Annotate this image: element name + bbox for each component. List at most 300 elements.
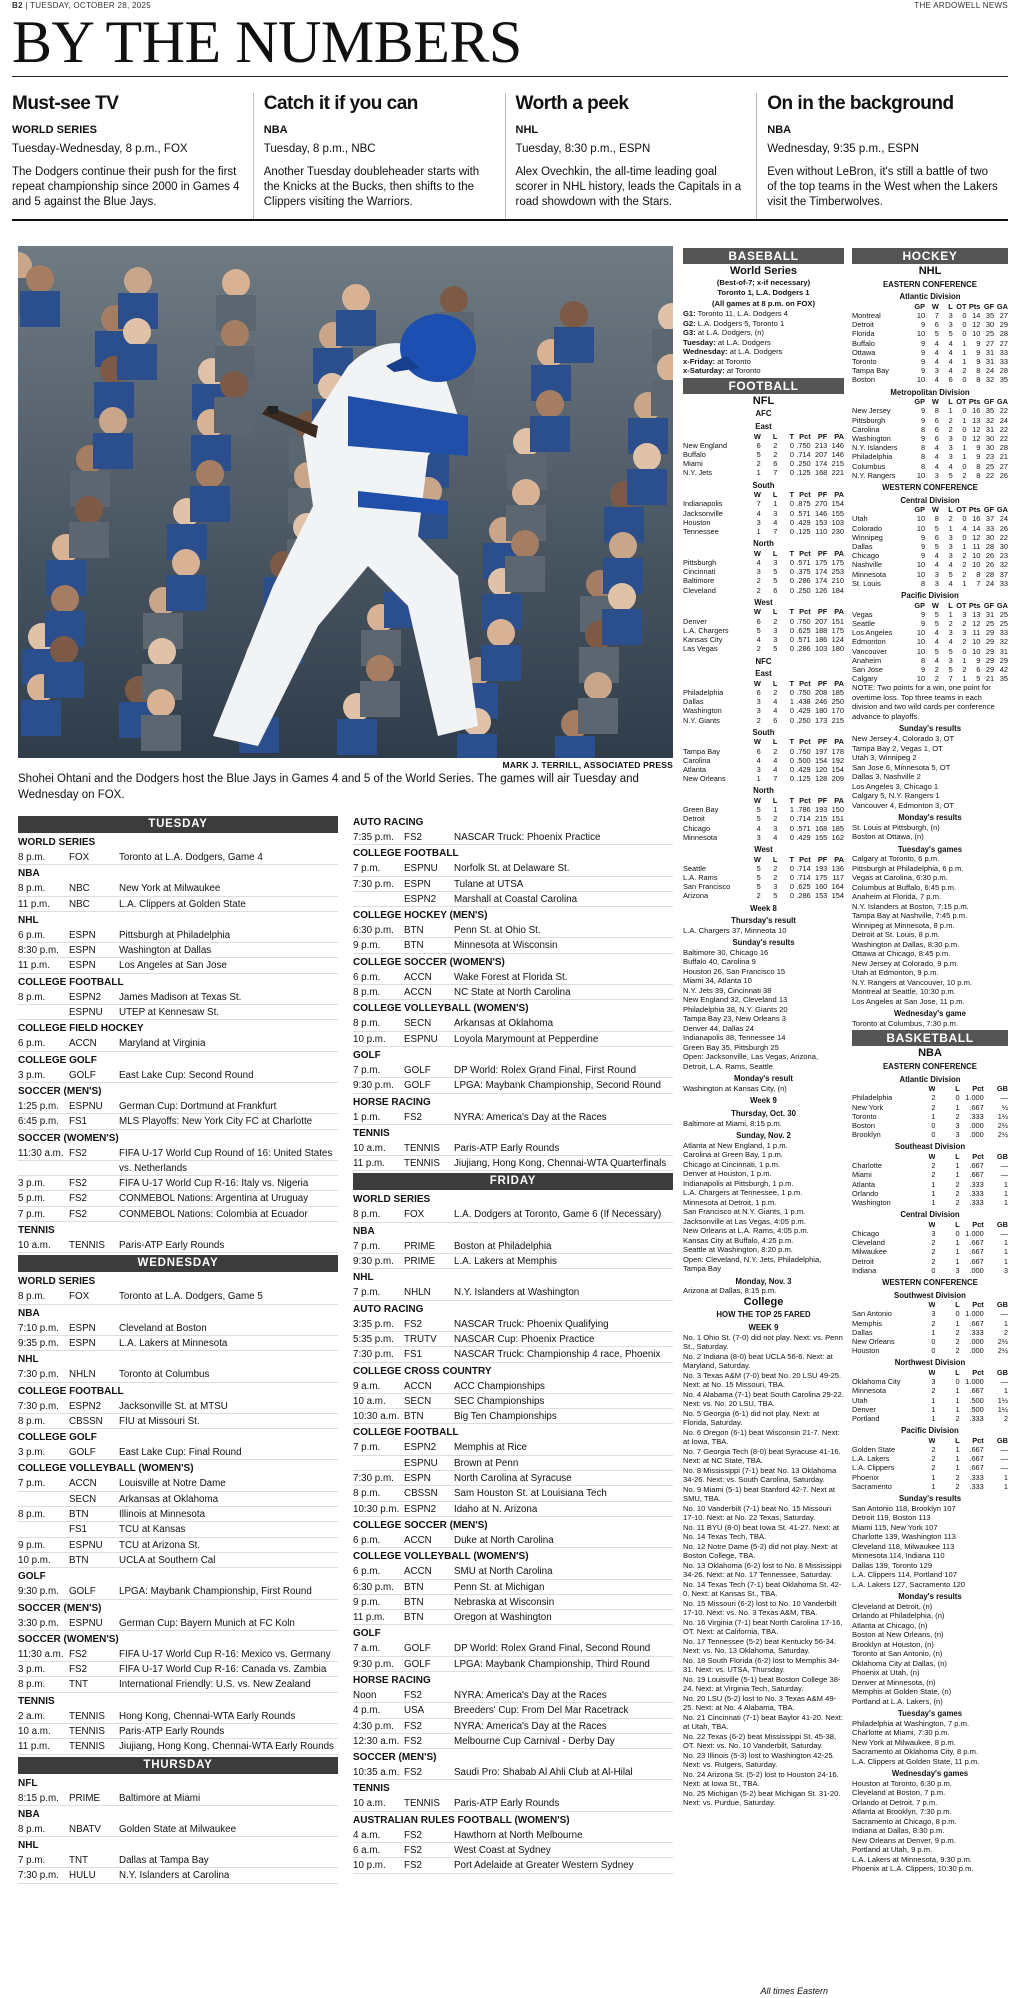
standings-row (683, 558, 844, 567)
standings-cell: .250 (796, 715, 811, 725)
standings-cell: .571 (796, 558, 811, 568)
standings-cell: 32 (985, 375, 995, 385)
standings-cell: 215 (814, 814, 828, 824)
schedule-time: 4 a.m. (353, 1829, 381, 1841)
standings-cell: 170 (831, 706, 844, 716)
standings-cell: Denver (683, 616, 707, 626)
col-header (683, 737, 744, 746)
col-header (852, 1436, 911, 1445)
standings-cell: Portland (852, 1413, 880, 1423)
game-result: at L.A. Dodgers (729, 347, 783, 357)
tv-pick-headline: Must-see TV (12, 93, 119, 114)
standings-cell: 1 (1003, 1256, 1008, 1266)
schedule-network: NBATV (69, 1823, 101, 1835)
standings-cell: 1 (1003, 1386, 1008, 1396)
standings-cell: 1 (962, 347, 967, 357)
sport-heading: TENNIS (18, 1695, 55, 1707)
standings-cell: 4 (948, 338, 953, 348)
standings-cell: 175 (814, 872, 828, 882)
standings-row (683, 450, 844, 459)
standings-cell: 0 (789, 755, 795, 765)
standings-cell: 175 (831, 558, 844, 568)
standings-cell: 0 (962, 646, 967, 656)
standings-cell: Sacramento (852, 1481, 892, 1491)
nfl-standings-table (683, 855, 844, 901)
schedule-network: ESPNU (404, 1033, 438, 1045)
standings-cell: 9 (920, 320, 926, 330)
sport-heading: COLLEGE FIELD HOCKEY (18, 1023, 144, 1035)
col-header: PF (817, 431, 828, 441)
schedule-time: 9:35 p.m. (18, 1337, 59, 1349)
open-teams: Open: Jacksonville, Las Vegas, Arizona, Detroit, L.A. Rams, Seattle (683, 1052, 819, 1071)
col-header: Pct (799, 490, 811, 500)
standings-row (683, 509, 844, 518)
col-header: Pct (799, 548, 811, 558)
standings-cell: 0 (962, 310, 967, 320)
result-line: Minnesota 114, Indiana 110 (852, 1551, 945, 1561)
open-teams: Open: Cleveland, N.Y. Jets, Philadelphia, Tampa Bay (683, 1254, 822, 1274)
standings-cell: 13 (972, 415, 981, 425)
schedule-network: FS1 (69, 1116, 87, 1128)
col-header: W (753, 548, 761, 558)
crowd-face (342, 284, 370, 312)
result-line: Denver at Minnesota, (n) (852, 1677, 936, 1687)
standings-cell: 8 (920, 578, 926, 588)
standings-cell: 6 (773, 459, 778, 469)
result-line: Indianapolis 38, Tennessee 14 (683, 1033, 786, 1043)
top25-entry: No. 5 Georgia (6-1) did not play. Next: at Florida, Saturday. (683, 1408, 820, 1428)
standings-row (852, 647, 1008, 656)
standings-cell: 25 (999, 609, 1008, 619)
sport-heading: COLLEGE VOLLEYBALL (WOMEN'S) (18, 1463, 194, 1475)
standings-cell: 4 (948, 578, 953, 588)
result-line: Toronto at San Antonio, (n) (852, 1649, 943, 1659)
standings-cell: New Orleans (683, 774, 726, 784)
standings-cell: 103 (814, 644, 828, 654)
standings-cell: 5 (756, 882, 761, 892)
schedule-network: BTN (404, 925, 424, 937)
standings-row (683, 441, 844, 450)
schedule-event: NYRA: America's Day at the Races (454, 1720, 607, 1732)
schedule-network: FOX (404, 1209, 425, 1221)
standings-cell: 26 (999, 523, 1008, 533)
standings-cell: 5 (948, 470, 953, 480)
game-line: Columbus at Buffalo, 6:45 p.m. (852, 882, 957, 892)
standings-cell: 7 (976, 578, 981, 588)
standings-cell: 22 (985, 470, 995, 480)
standings-cell: — (1000, 1463, 1008, 1473)
standings-cell: 5 (948, 646, 953, 656)
schedule-network: HULU (69, 1870, 96, 1882)
standings-row (852, 462, 1008, 471)
top25-entry: No. 16 Virginia (7-1) beat North Carolina 17-16, OT. Next: at California, TBA. (683, 1617, 843, 1637)
standings-cell: 0 (931, 1120, 936, 1130)
result-line: Washington at Kansas City, (n) (683, 1083, 787, 1093)
sport-heading: COLLEGE FOOTBALL (18, 1385, 124, 1397)
standings-cell: 110 (815, 527, 828, 537)
standings-cell: 3 (948, 628, 953, 638)
sport-heading: COLLEGE CROSS COUNTRY (353, 1365, 492, 1377)
schedule-time: 3 p.m. (18, 1178, 46, 1190)
col-header: GA (996, 505, 1008, 515)
standings-cell: 33 (999, 578, 1008, 588)
schedule-network: BTN (69, 1554, 89, 1566)
standings-cell: 2 (955, 1197, 960, 1207)
schedule-event: Nebraska at Wisconsin (454, 1596, 555, 1608)
col-header: GF (983, 397, 995, 407)
standings-cell: Toronto (852, 1111, 877, 1121)
standings-cell: 154 (831, 499, 844, 509)
standings-cell: 4 (773, 517, 778, 527)
standings-row (683, 586, 844, 595)
schedule-time: 7 p.m. (353, 1064, 381, 1076)
standings-row (852, 348, 1008, 357)
schedule-time: 10 p.m. (353, 1860, 386, 1872)
standings-cell: 10 (916, 569, 926, 579)
col-header: PA (834, 548, 844, 558)
col-header (852, 1300, 911, 1309)
standings-cell: 0 (789, 450, 795, 460)
game-line: New Jersey at Colorado, 9 p.m. (852, 958, 959, 968)
schedule-row (353, 1239, 673, 1254)
standings-cell: 1 (955, 1238, 960, 1248)
standings-cell: Columbus (852, 461, 886, 471)
standings-cell: Los Angeles (852, 628, 893, 638)
standings-cell: 1 (931, 1327, 936, 1337)
schedule-row (353, 1394, 673, 1409)
schedule-event: NASCAR Truck: Phoenix Practice (454, 832, 601, 843)
crowd-body (360, 681, 400, 717)
sport-heading: WORLD SERIES (18, 1276, 96, 1288)
standings-cell: 10 (916, 646, 926, 656)
standings-cell: 30 (985, 320, 995, 330)
schedule-event: NYRA: America's Day at the Races (454, 1111, 607, 1123)
schedule-time: 4:30 p.m. (353, 1720, 394, 1732)
col-header (683, 679, 744, 688)
standings-row (683, 864, 844, 873)
standings-cell: 2½ (997, 1130, 1008, 1140)
schedule-event: German Cup: Dortmund at Frankfurt (119, 1100, 277, 1112)
standings-row (683, 468, 844, 477)
standings-cell: 25 (999, 619, 1008, 629)
result-line: Buffalo 40, Carolina 9 (683, 957, 756, 967)
standings-cell: 0 (789, 746, 795, 756)
schedule-network: FS2 (404, 1829, 422, 1841)
standings-cell: L.A. Lakers (852, 1454, 890, 1464)
game-line: Atlanta at New England, 1 p.m. (683, 1140, 788, 1150)
standings-cell: 3 (931, 1228, 936, 1238)
schedule-network: FOX (69, 1291, 90, 1303)
standings-cell: .750 (796, 746, 811, 756)
schedule-event: Saudi Pro: Shabab Al Ahli Club at Al-Hilal (454, 1767, 633, 1779)
tv-pick-league: NHL (515, 123, 539, 136)
photo-caption: Shohei Ohtani and the Dodgers host the Blue Jays in Games 4 and 5 of the World Series. The games will air Tuesday and Wednesday on FOX. (18, 773, 639, 801)
scores-column-baseball-football (683, 246, 844, 1998)
nba-standings-table (852, 1084, 1008, 1139)
schedule-network: FS2 (69, 1193, 87, 1205)
schedule-row (18, 1538, 338, 1553)
standings-cell: 0 (931, 1336, 936, 1346)
standings-cell: Pittsburgh (683, 558, 717, 568)
standings-row (683, 459, 844, 468)
sport-heading: GOLF (353, 1628, 381, 1640)
schedule-time: 7:30 p.m. (353, 1473, 394, 1485)
standings-cell: 0 (789, 823, 795, 833)
standings-cell: 28 (999, 366, 1008, 376)
division-heading: Atlantic Division (899, 1074, 961, 1084)
standings-cell: .250 (796, 459, 811, 469)
standings-cell: 5 (934, 523, 939, 533)
tv-pick-league: NBA (263, 123, 288, 136)
standings-cell: 2 (931, 1463, 936, 1473)
standings-cell: 3 (955, 1120, 960, 1130)
standings-cell: 8 (976, 470, 981, 480)
standings-row (683, 626, 844, 635)
result-line: Baltimore 30, Chicago 16 (683, 947, 769, 957)
col-header (852, 1084, 911, 1093)
schedule-event: Toronto at L.A. Dodgers, Game 5 (119, 1291, 263, 1303)
standings-cell: 8 (934, 406, 939, 416)
main-area (12, 242, 1008, 1998)
standings-cell: 215 (831, 715, 844, 725)
standings-row (852, 443, 1008, 452)
standings-note: NOTE: Two points for a win, one point for overtime loss. Top three teams in each division and two wild cards per conference advance to playoffs. (852, 683, 995, 721)
col-header: W (931, 600, 939, 610)
standings-cell: 208 (814, 687, 828, 697)
standings-cell: 5 (934, 619, 939, 629)
standings-cell: 2 (955, 1346, 960, 1356)
col-header: T (789, 431, 795, 441)
standings-cell: Jacksonville (683, 508, 723, 518)
col-header: PF (817, 607, 828, 617)
schedule-row (18, 1791, 338, 1806)
result-line: Portland at L.A. Lakers, (n) (852, 1696, 943, 1706)
standings-cell: — (1000, 1444, 1008, 1454)
series-game-line (683, 347, 844, 357)
schedule-network: BTN (404, 1596, 424, 1608)
col-header: L (955, 1367, 960, 1377)
col-header (683, 549, 744, 558)
schedule-event: West Coast at Sydney (454, 1845, 551, 1857)
result-line: St. Louis at Pittsburgh, (n) (852, 822, 940, 832)
standings-cell: 2 (931, 1318, 936, 1328)
schedule-time: 5 p.m. (18, 1193, 46, 1205)
standings-cell: 4 (948, 357, 953, 366)
schedule-row (353, 1703, 673, 1718)
world-series-heading: World Series (729, 265, 798, 277)
standings-cell: 23 (985, 452, 995, 462)
standings-cell: 2 (773, 440, 778, 450)
standings-cell: N.Y. Jets (683, 468, 713, 478)
series-game-line (683, 357, 844, 367)
standings-cell: Carolina (683, 755, 711, 765)
schedule-time: 7:30 p.m. (18, 1870, 59, 1882)
col-header: Pct (972, 1219, 984, 1229)
tv-pick-text: Another Tuesday doubleheader starts with the Knicks at the Bucks, then shifts to the Clippers visiting the Warriors. (263, 165, 480, 208)
standings-cell: 2 (931, 1247, 936, 1257)
standings-cell: 4 (756, 558, 761, 568)
standings-cell: 213 (814, 440, 828, 450)
standings-cell: 9 (976, 357, 981, 366)
nhl-standings-table (852, 505, 1008, 588)
nba-standings-table (852, 1152, 1008, 1207)
standings-cell: 193 (814, 805, 828, 815)
schedule-event: Paris-ATP Early Rounds (454, 1142, 560, 1154)
standings-cell: 31 (985, 357, 995, 366)
schedule-network: ACCN (404, 1534, 432, 1546)
schedule-time: 10:30 a.m. (353, 1411, 400, 1423)
schedule-row (18, 1822, 338, 1837)
standings-cell: 151 (831, 814, 844, 824)
standings-cell: 2 (756, 576, 761, 586)
schedule-row (18, 1336, 338, 1351)
standings-row (852, 1319, 1008, 1328)
standings-cell: 1 (962, 443, 967, 453)
standings-cell: — (1000, 1309, 1008, 1319)
nba-heading: NBA (918, 1047, 942, 1060)
game-line: Detroit at St. Louis, 8 p.m. (852, 930, 940, 940)
standings-cell: .571 (796, 823, 811, 833)
col-header: W (753, 854, 761, 864)
crowd-face (75, 496, 103, 524)
standings-cell: 12 (972, 434, 981, 444)
nfl-standings-table (683, 549, 844, 595)
col-header: GP (914, 301, 926, 311)
game-line: Portland at Utah, 9 p.m. (852, 1845, 933, 1855)
sport-heading: TENNIS (353, 1783, 390, 1795)
standings-cell: Seattle (683, 863, 707, 873)
schedule-event: Minnesota at Wisconsin (454, 940, 558, 952)
schedule-network: FS2 (404, 1720, 422, 1732)
col-header: L (948, 505, 953, 515)
standings-cell: .500 (969, 1395, 984, 1405)
standings-cell: 29 (985, 628, 995, 638)
standings-cell: 8 (976, 569, 981, 579)
standings-row (683, 891, 844, 900)
standings-cell: 2 (773, 814, 778, 824)
col-header: L (772, 854, 778, 864)
standings-cell: 270 (814, 499, 828, 509)
day-header: THURSDAY (18, 1757, 338, 1774)
standings-cell: — (1000, 1161, 1008, 1171)
game-line: San Francisco at N.Y. Giants, 1 p.m. (683, 1207, 806, 1217)
standings-cell: 0 (789, 567, 795, 577)
schedule-network: ESPN (69, 960, 96, 972)
standings-cell: 4 (756, 755, 761, 765)
standings-cell: 7 (773, 527, 778, 537)
schedule-time: 11 p.m. (353, 1158, 385, 1170)
schedule-network: ESPN2 (404, 1442, 437, 1454)
standings-cell: San Francisco (683, 882, 731, 892)
schedule-event: Jiujiang, Hong Kong, Chennai-WTA Early Rounds (119, 1741, 334, 1753)
standings-cell: .000 (969, 1120, 984, 1130)
schedule-event: vs. Netherlands (119, 1162, 188, 1174)
standings-cell: 1.000 (965, 1228, 984, 1238)
standings-cell: 10 (972, 646, 981, 656)
schedule-network: ESPN (69, 945, 96, 957)
standings-cell: 120 (814, 764, 828, 774)
game-result: at Toronto (717, 356, 751, 366)
standings-row (852, 1121, 1008, 1130)
standings-cell: 11 (972, 542, 981, 552)
standings-cell: 4 (934, 628, 939, 638)
crowd-face (124, 267, 152, 295)
standings-row (852, 1112, 1008, 1121)
standings-cell: 30 (999, 542, 1008, 552)
top25-entry: No. 17 Tennessee (5-2) beat Kentucky 56-34. Next: vs. No. 13 Oklahoma, Saturday. (683, 1636, 837, 1656)
schedule-time: 7:30 p.m. (18, 1369, 59, 1381)
tv-pick-headline: Worth a peek (515, 93, 629, 114)
games-heading: Tuesday's games (897, 844, 963, 854)
sport-heading: COLLEGE SOCCER (WOMEN'S) (353, 956, 505, 968)
standings-cell: .667 (969, 1102, 984, 1112)
standings-row (852, 1103, 1008, 1112)
crowd-face (511, 530, 539, 558)
standings-cell: 4 (773, 764, 778, 774)
standings-cell: 5 (756, 625, 761, 635)
col-header: OT (956, 397, 967, 407)
world-series-photo (18, 246, 673, 758)
standings-cell: 4 (934, 443, 939, 453)
col-header: PA (834, 490, 844, 500)
standings-cell: 180 (831, 644, 844, 654)
schedule-network: ESPNU (404, 863, 438, 875)
game-line: Jacksonville at Las Vegas, 4:05 p.m. (683, 1216, 806, 1226)
standings-cell: 4 (948, 366, 953, 376)
schedule-network: USA (404, 1705, 425, 1717)
basketball-section-header: BASKETBALL (852, 1030, 1008, 1046)
top25-entry: No. 7 Georgia Tech (8-0) beat Syracuse 41-16. Next: at NC State, TBA. (683, 1446, 841, 1466)
standings-cell: 8 (920, 655, 926, 665)
schedule-time: 10 a.m. (18, 1725, 51, 1737)
schedule-event: L.A. Clippers at Golden State (119, 898, 246, 910)
schedule-row (353, 1719, 673, 1734)
standings-cell: 6 (773, 585, 778, 595)
standings-row (852, 1396, 1008, 1405)
result-line: New England 32, Cleveland 13 (683, 995, 788, 1005)
standings-row (683, 716, 844, 725)
schedule-time: 11:30 a.m. (18, 1648, 64, 1660)
schedule-row (18, 943, 338, 958)
schedule-row (353, 1796, 673, 1811)
standings-cell: 1 (955, 1454, 960, 1464)
schedule-network: ESPN (69, 929, 96, 941)
schedule-network: GOLF (69, 1447, 96, 1459)
col-header: PF (817, 490, 828, 500)
standings-cell: 9 (976, 347, 981, 357)
standings-cell: 9 (920, 366, 926, 376)
standings-row (852, 1405, 1008, 1414)
standings-cell: 154 (814, 755, 828, 765)
schedule-row (353, 877, 673, 892)
schedule-time: 12:30 a.m. (353, 1735, 400, 1747)
standings-cell: 31 (999, 646, 1008, 656)
standings-cell: Kansas City (683, 635, 723, 645)
scores-column-hockey-basketball (852, 246, 1008, 1998)
standings-cell: 4 (934, 637, 939, 647)
crowd-body (651, 380, 673, 416)
col-header: Pts (968, 505, 981, 515)
sport-heading: COLLEGE GOLF (18, 1054, 97, 1066)
tv-schedule-column-2 (353, 814, 673, 1874)
standings-cell: 3 (773, 625, 778, 635)
tv-schedule-column-1 (18, 814, 338, 1884)
standings-cell: .333 (969, 1197, 984, 1207)
schedule-row (18, 1553, 338, 1568)
standings-cell: Montreal (852, 310, 881, 320)
col-header: L (772, 431, 778, 441)
standings-cell: 4 (934, 375, 939, 385)
